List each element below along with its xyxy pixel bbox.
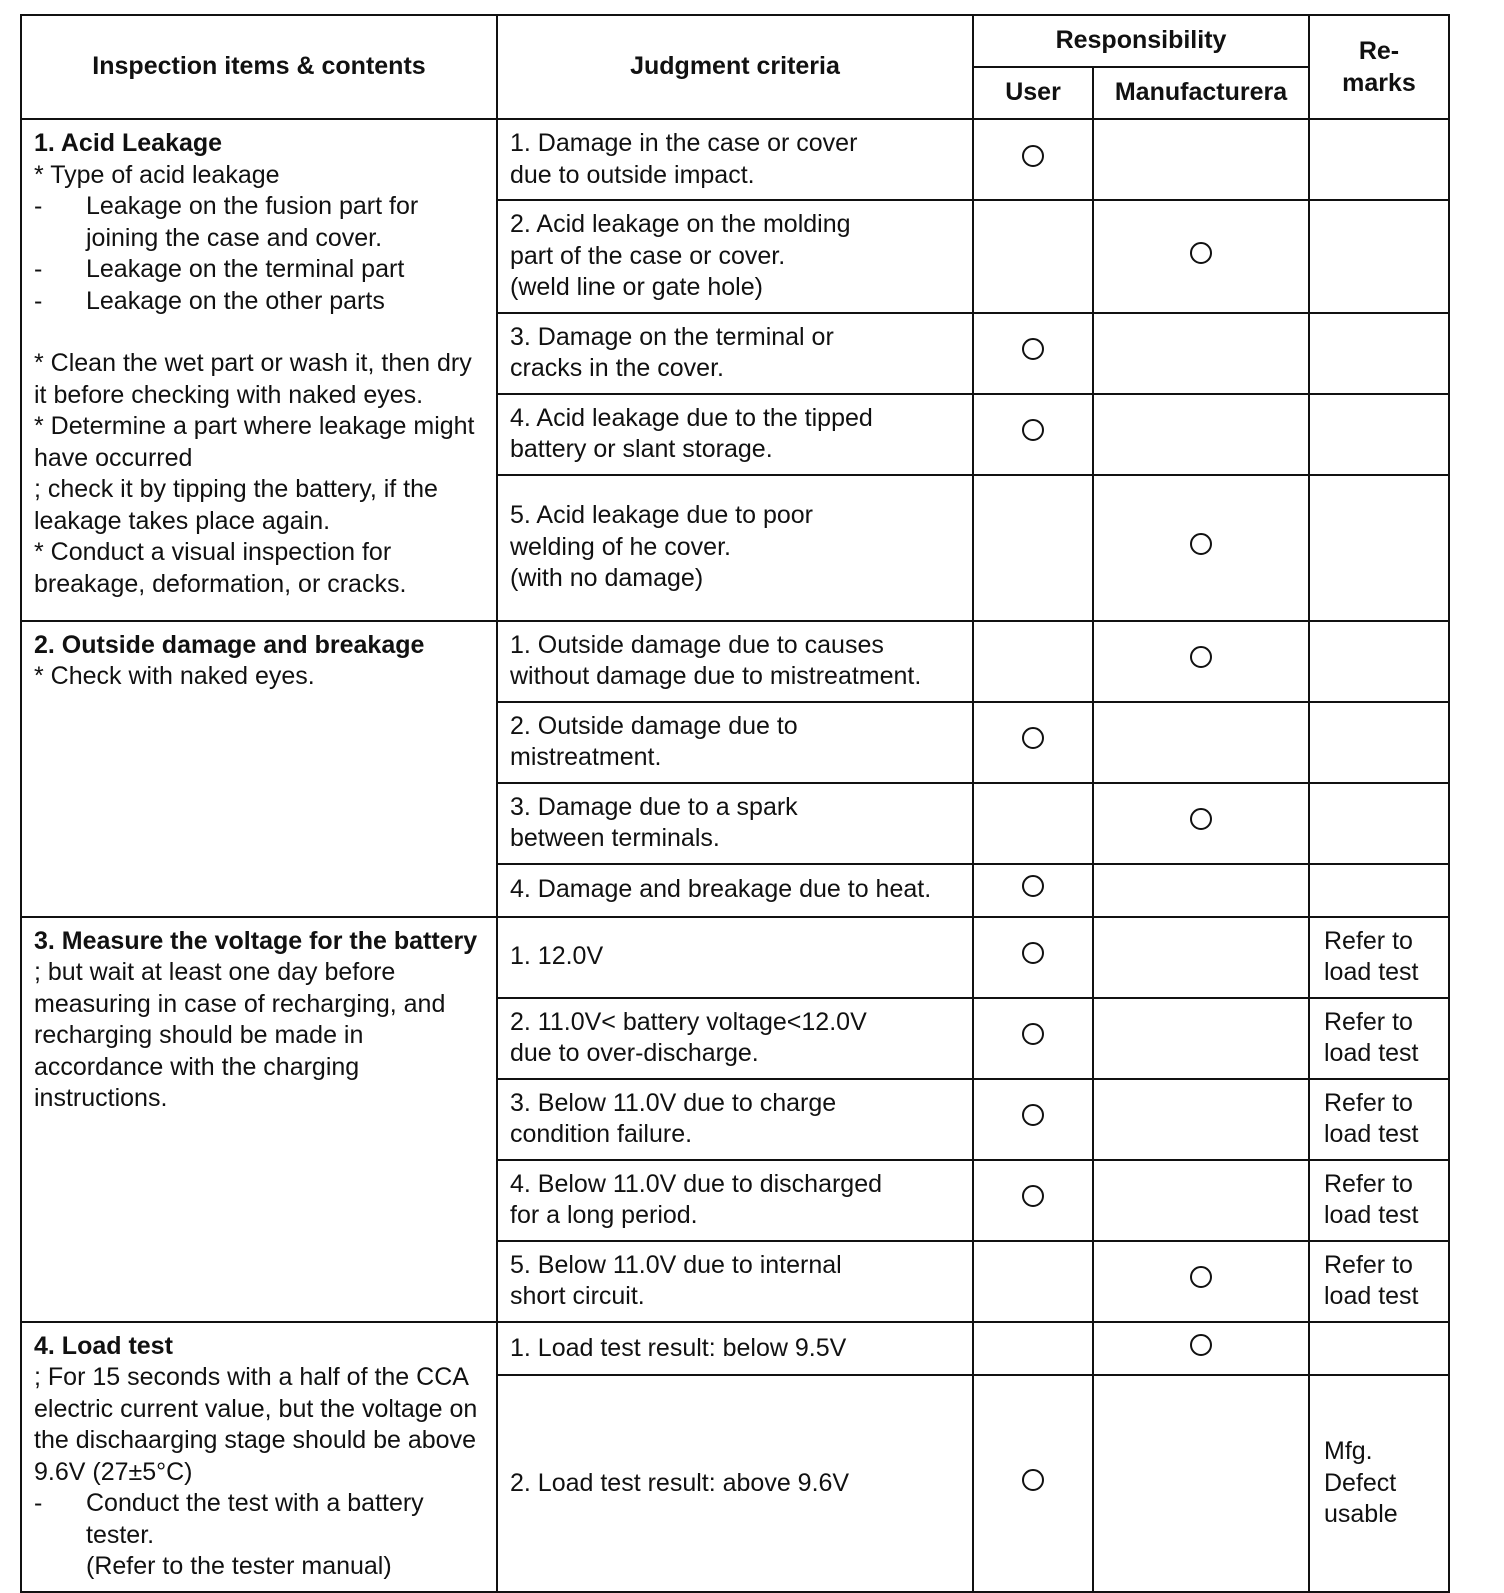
inspection-note: * Clean the wet part or wash it, then dry it before checking with naked eyes. [34,349,472,409]
inspection-item-3 [21,917,497,1322]
inspection-item-1 [21,119,497,621]
manufacturer-mark-cell [1093,119,1309,200]
remarks-cell [1309,1160,1449,1241]
circle-mark-icon [1022,1185,1044,1207]
circle-mark-icon [1022,942,1044,964]
criteria-line: (with no damage) [510,564,704,593]
dash-item [34,1488,484,1583]
manufacturer-mark-cell [1093,1375,1309,1591]
circle-mark-icon [1190,646,1212,668]
user-mark-cell [973,394,1093,475]
dash-bullet: - [34,1489,43,1517]
remark-line: Mfg. [1324,1437,1373,1466]
criteria-line: battery or slant storage. [510,435,773,463]
inspection-table [20,14,1450,1593]
user-mark-cell [973,119,1093,200]
criteria-line: 1. Damage in the case or cover [510,129,858,157]
criteria-line: mistreatment. [510,743,662,771]
inspection-item-4 [21,1322,497,1592]
criteria-line: condition failure. [510,1120,693,1148]
dash-line: Conduct the test with a battery tester. [86,1489,424,1549]
remarks-cell [1309,475,1449,621]
judgment-criteria [497,394,973,475]
inspection-sheet [20,14,1448,1593]
manufacturer-mark-cell [1093,1322,1309,1376]
circle-mark-icon [1022,145,1044,167]
circle-mark-icon [1190,533,1212,555]
circle-mark-icon [1190,1334,1212,1356]
criteria-line: 4. Damage and breakage due to heat. [510,875,932,904]
user-mark-cell [973,1079,1093,1160]
remark-line: load test [1324,1120,1419,1148]
manufacturer-mark-cell [1093,998,1309,1079]
criteria-line: 5. Acid leakage due to poor [510,501,814,530]
dash-bullet: - [34,255,43,283]
header-judgment: Judgment criteria [497,15,973,119]
user-mark-cell [973,313,1093,394]
remarks-cell [1309,998,1449,1079]
criteria-line: welding of he cover. [510,532,731,561]
user-mark-cell [973,864,1093,917]
judgment-criteria [497,1241,973,1322]
criteria-line: 4. Acid leakage due to the tipped [510,403,873,432]
user-mark-cell [973,200,1093,313]
manufacturer-mark-cell [1093,1241,1309,1322]
criteria-line: (weld line or gate hole) [510,273,763,301]
remarks-cell [1309,1079,1449,1160]
judgment-criteria [497,1322,973,1376]
dash-text: Leakage on the terminal part [86,255,405,283]
criteria-line: 3. Damage on the terminal or [510,322,834,351]
dash-item [34,286,484,318]
manufacturer-mark-cell [1093,702,1309,783]
remarks-cell [1309,864,1449,917]
circle-mark-icon [1022,1023,1044,1045]
judgment-criteria [497,917,973,998]
criteria-line: cracks in the cover. [510,354,724,382]
user-mark-cell [973,1375,1093,1591]
criteria-line: between terminals. [510,824,720,852]
judgment-criteria [497,998,973,1079]
remarks-cell [1309,1375,1449,1591]
judgment-criteria [497,783,973,864]
inspection-item-line: ; For 15 seconds with a half of the CCA electric current value, but the voltage on the dischaarging stage should be above 9.6V (27±5°C) [34,1363,478,1486]
remark-line: load test [1324,958,1419,986]
manufacturer-mark-cell [1093,1160,1309,1241]
remarks-cell [1309,394,1449,475]
user-mark-cell [973,1322,1093,1376]
criteria-line: 1. Load test result: below 9.5V [510,1333,847,1362]
remarks-cell [1309,313,1449,394]
remark-line: load test [1324,1039,1419,1067]
criteria-line: 3. Below 11.0V due to charge [510,1088,837,1117]
judgment-criteria [497,475,973,621]
remark-line: Refer to [1324,1250,1413,1279]
criteria-line: 1. Outside damage due to causes [510,630,884,659]
remark-line: Defect [1324,1468,1397,1497]
criteria-line: 4. Below 11.0V due to discharged [510,1169,883,1198]
inspection-item-title: 2. Outside damage and breakage [34,630,425,659]
remarks-cell [1309,702,1449,783]
inspection-item-title: 4. Load test [34,1331,173,1360]
inspection-note: * Conduct a visual inspection for breakage, deformation, or cracks. [34,538,407,598]
header-responsibility: Responsibility [973,15,1309,67]
dash-text: Leakage on the fusion part for joining the case and cover. [86,192,419,252]
judgment-criteria [497,864,973,917]
dash-item [34,191,484,254]
spacer [34,317,484,348]
circle-mark-icon [1022,727,1044,749]
remark-line: usable [1324,1500,1398,1529]
dash-line: (Refer to the tester manual) [86,1552,392,1580]
inspection-item-title: 3. Measure the voltage for the battery [34,926,478,955]
judgment-criteria [497,621,973,702]
header-user: User [973,67,1093,119]
criteria-line: 2. Outside damage due to [510,711,798,740]
manufacturer-mark-cell [1093,1079,1309,1160]
criteria-line: 1. 12.0V [510,942,604,971]
table-row [21,1322,1449,1376]
header-remarks: Re- marks [1309,15,1449,119]
inspection-note: * Determine a part where leakage might have occurred [34,412,475,472]
remarks-cell [1309,119,1449,200]
judgment-criteria [497,313,973,394]
judgment-criteria [497,1079,973,1160]
circle-mark-icon [1190,808,1212,830]
inspection-note: ; check it by tipping the battery, if the leakage takes place again. [34,475,438,535]
remark-line: Refer to [1324,926,1413,955]
manufacturer-mark-cell [1093,475,1309,621]
manufacturer-mark-cell [1093,621,1309,702]
header-inspection: Inspection items & contents [21,15,497,119]
dash-bullet: - [34,192,43,220]
remark-line: load test [1324,1282,1419,1310]
remarks-cell [1309,1322,1449,1376]
criteria-line: 5. Below 11.0V due to internal [510,1250,842,1279]
criteria-line: due to over-discharge. [510,1039,759,1067]
user-mark-cell [973,998,1093,1079]
manufacturer-mark-cell [1093,394,1309,475]
circle-mark-icon [1022,338,1044,360]
criteria-line: 3. Damage due to a spark [510,792,798,821]
remarks-cell [1309,783,1449,864]
judgment-criteria [497,1375,973,1591]
inspection-item-title: 1. Acid Leakage [34,129,223,157]
remarks-cell [1309,200,1449,313]
dash-text: Leakage on the other parts [86,286,385,315]
remarks-cell [1309,1241,1449,1322]
judgment-criteria [497,119,973,200]
manufacturer-mark-cell [1093,313,1309,394]
circle-mark-icon [1022,1104,1044,1126]
criteria-line: due to outside impact. [510,160,755,189]
header-row-1 [21,15,1449,67]
judgment-criteria [497,702,973,783]
criteria-line: short circuit. [510,1282,645,1310]
header-manufacturer: Manufacturera [1093,67,1309,119]
criteria-line: for a long period. [510,1201,698,1229]
dash-item [34,254,484,286]
manufacturer-mark-cell [1093,200,1309,313]
remarks-cell [1309,621,1449,702]
user-mark-cell [973,621,1093,702]
dash-text [86,1488,484,1583]
table-body [21,119,1449,1592]
criteria-line: 2. Load test result: above 9.6V [510,1468,850,1497]
circle-mark-icon [1022,875,1044,897]
remark-line: Refer to [1324,1088,1413,1117]
user-mark-cell [973,702,1093,783]
criteria-line: without damage due to mistreatment. [510,662,922,690]
user-mark-cell [973,1160,1093,1241]
user-mark-cell [973,1241,1093,1322]
circle-mark-icon [1022,1469,1044,1491]
circle-mark-icon [1022,419,1044,441]
user-mark-cell [973,475,1093,621]
table-row [21,621,1449,702]
judgment-criteria [497,1160,973,1241]
manufacturer-mark-cell [1093,783,1309,864]
user-mark-cell [973,917,1093,998]
criteria-line: part of the case or cover. [510,241,786,270]
dash-bullet: - [34,286,43,315]
table-row [21,917,1449,998]
user-mark-cell [973,783,1093,864]
table-row [21,119,1449,200]
remarks-cell [1309,917,1449,998]
remark-line: Refer to [1324,1007,1413,1036]
inspection-item-line: * Type of acid leakage [34,160,280,189]
criteria-line: 2. 11.0V< battery voltage<12.0V [510,1007,867,1036]
remark-line: Refer to [1324,1169,1413,1198]
criteria-line: 2. Acid leakage on the molding [510,210,851,238]
circle-mark-icon [1190,1266,1212,1288]
judgment-criteria [497,200,973,313]
inspection-item-line: * Check with naked eyes. [34,662,315,690]
remark-line: load test [1324,1201,1419,1229]
inspection-item-2 [21,621,497,917]
manufacturer-mark-cell [1093,864,1309,917]
manufacturer-mark-cell [1093,917,1309,998]
circle-mark-icon [1190,242,1212,264]
inspection-item-line: ; but wait at least one day before measuring in case of recharging, and recharging should be made in accordance with the charging instructions. [34,958,446,1112]
